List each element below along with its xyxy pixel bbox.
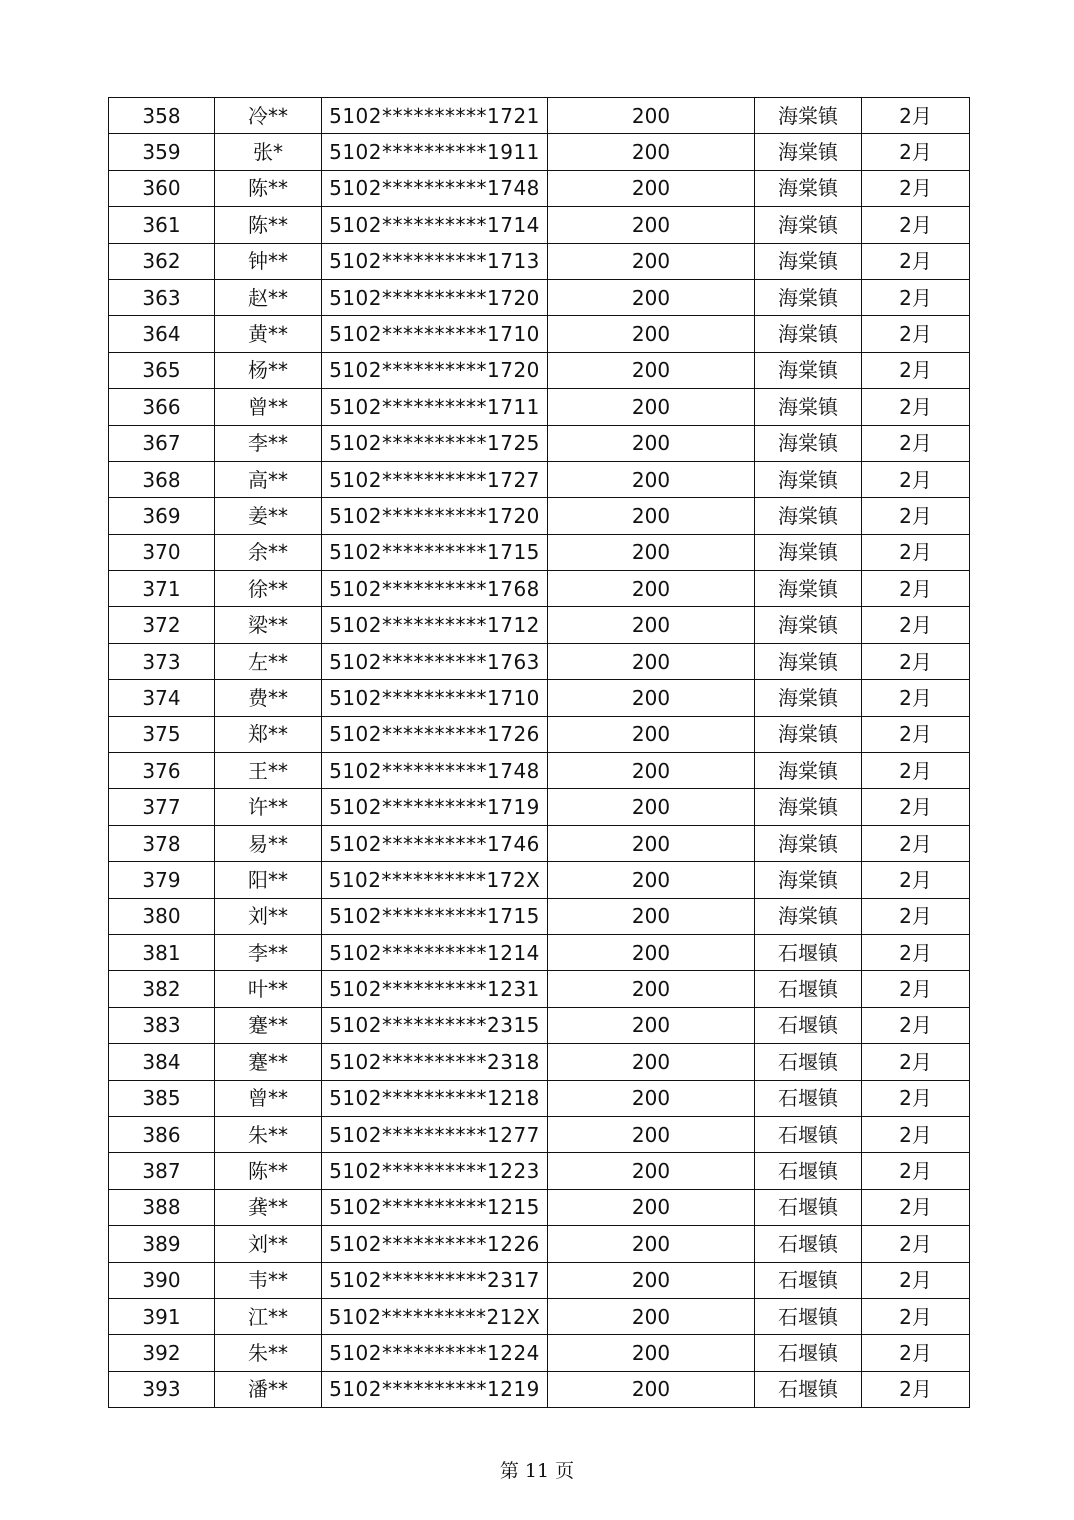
cell-name: 易** xyxy=(215,825,322,861)
cell-amount: 200 xyxy=(548,243,755,279)
cell-month: 2月 xyxy=(862,1262,970,1298)
cell-id-number: 5102**********1721 xyxy=(322,98,548,134)
table-row xyxy=(109,971,970,1007)
cell-amount: 200 xyxy=(548,1335,755,1371)
cell-amount: 200 xyxy=(548,825,755,861)
cell-town: 海棠镇 xyxy=(755,753,862,789)
table-row xyxy=(109,1080,970,1116)
cell-amount: 200 xyxy=(548,207,755,243)
cell-month: 2月 xyxy=(862,1080,970,1116)
cell-month: 2月 xyxy=(862,789,970,825)
cell-town: 海棠镇 xyxy=(755,352,862,388)
cell-month: 2月 xyxy=(862,461,970,497)
cell-serial-number: 363 xyxy=(109,279,215,315)
table-row xyxy=(109,461,970,497)
cell-name: 姜** xyxy=(215,498,322,534)
cell-serial-number: 387 xyxy=(109,1153,215,1189)
cell-town: 海棠镇 xyxy=(755,279,862,315)
cell-id-number: 5102**********1768 xyxy=(322,571,548,607)
cell-id-number: 5102**********1763 xyxy=(322,643,548,679)
cell-amount: 200 xyxy=(548,716,755,752)
cell-month: 2月 xyxy=(862,1335,970,1371)
table-row xyxy=(109,607,970,643)
cell-name: 潘** xyxy=(215,1371,322,1407)
table-row xyxy=(109,498,970,534)
cell-name: 叶** xyxy=(215,971,322,1007)
cell-town: 石堰镇 xyxy=(755,1116,862,1152)
cell-amount: 200 xyxy=(548,461,755,497)
cell-month: 2月 xyxy=(862,279,970,315)
cell-amount: 200 xyxy=(548,1298,755,1334)
cell-name: 韦** xyxy=(215,1262,322,1298)
cell-name: 曾** xyxy=(215,1080,322,1116)
cell-town: 海棠镇 xyxy=(755,98,862,134)
cell-serial-number: 392 xyxy=(109,1335,215,1371)
cell-town: 海棠镇 xyxy=(755,898,862,934)
table-row xyxy=(109,1044,970,1080)
cell-serial-number: 385 xyxy=(109,1080,215,1116)
cell-month: 2月 xyxy=(862,934,970,970)
cell-town: 石堰镇 xyxy=(755,1262,862,1298)
cell-name: 高** xyxy=(215,461,322,497)
cell-amount: 200 xyxy=(548,1189,755,1225)
cell-name: 钟** xyxy=(215,243,322,279)
cell-month: 2月 xyxy=(862,898,970,934)
cell-id-number: 5102**********1720 xyxy=(322,498,548,534)
cell-amount: 200 xyxy=(548,898,755,934)
cell-month: 2月 xyxy=(862,862,970,898)
cell-amount: 200 xyxy=(548,934,755,970)
table-row xyxy=(109,316,970,352)
table-body xyxy=(109,98,970,1408)
cell-name: 陈** xyxy=(215,1153,322,1189)
cell-month: 2月 xyxy=(862,425,970,461)
table-row xyxy=(109,243,970,279)
cell-town: 海棠镇 xyxy=(755,170,862,206)
cell-month: 2月 xyxy=(862,1298,970,1334)
cell-town: 石堰镇 xyxy=(755,971,862,1007)
cell-amount: 200 xyxy=(548,316,755,352)
cell-town: 海棠镇 xyxy=(755,825,862,861)
cell-id-number: 5102**********1214 xyxy=(322,934,548,970)
table-row xyxy=(109,571,970,607)
cell-amount: 200 xyxy=(548,789,755,825)
table-row xyxy=(109,1262,970,1298)
cell-amount: 200 xyxy=(548,279,755,315)
cell-name: 余** xyxy=(215,534,322,570)
cell-id-number: 5102**********1720 xyxy=(322,352,548,388)
cell-serial-number: 364 xyxy=(109,316,215,352)
table-row xyxy=(109,643,970,679)
cell-serial-number: 359 xyxy=(109,134,215,170)
cell-serial-number: 372 xyxy=(109,607,215,643)
table-row xyxy=(109,1226,970,1262)
table-row xyxy=(109,716,970,752)
table-row xyxy=(109,680,970,716)
cell-serial-number: 377 xyxy=(109,789,215,825)
cell-town: 海棠镇 xyxy=(755,316,862,352)
cell-town: 海棠镇 xyxy=(755,425,862,461)
cell-month: 2月 xyxy=(862,680,970,716)
cell-month: 2月 xyxy=(862,498,970,534)
table-row xyxy=(109,789,970,825)
subsidy-table xyxy=(108,97,970,1408)
cell-name: 冷** xyxy=(215,98,322,134)
cell-amount: 200 xyxy=(548,352,755,388)
cell-month: 2月 xyxy=(862,1153,970,1189)
cell-month: 2月 xyxy=(862,643,970,679)
cell-name: 朱** xyxy=(215,1335,322,1371)
cell-amount: 200 xyxy=(548,862,755,898)
cell-id-number: 5102**********2318 xyxy=(322,1044,548,1080)
cell-amount: 200 xyxy=(548,1007,755,1043)
cell-amount: 200 xyxy=(548,1371,755,1407)
cell-month: 2月 xyxy=(862,1226,970,1262)
cell-serial-number: 371 xyxy=(109,571,215,607)
cell-serial-number: 369 xyxy=(109,498,215,534)
cell-name: 杨** xyxy=(215,352,322,388)
cell-serial-number: 383 xyxy=(109,1007,215,1043)
cell-id-number: 5102**********1715 xyxy=(322,898,548,934)
cell-month: 2月 xyxy=(862,352,970,388)
cell-month: 2月 xyxy=(862,1371,970,1407)
table-row xyxy=(109,98,970,134)
cell-month: 2月 xyxy=(862,753,970,789)
cell-name: 费** xyxy=(215,680,322,716)
cell-amount: 200 xyxy=(548,425,755,461)
cell-serial-number: 389 xyxy=(109,1226,215,1262)
cell-name: 王** xyxy=(215,753,322,789)
cell-id-number: 5102**********1746 xyxy=(322,825,548,861)
cell-id-number: 5102**********1713 xyxy=(322,243,548,279)
cell-id-number: 5102**********1710 xyxy=(322,316,548,352)
cell-id-number: 5102**********1748 xyxy=(322,753,548,789)
table-row xyxy=(109,352,970,388)
cell-name: 张* xyxy=(215,134,322,170)
cell-town: 海棠镇 xyxy=(755,643,862,679)
cell-id-number: 5102**********1710 xyxy=(322,680,548,716)
cell-month: 2月 xyxy=(862,1189,970,1225)
table-row xyxy=(109,534,970,570)
cell-month: 2月 xyxy=(862,1044,970,1080)
cell-name: 梁** xyxy=(215,607,322,643)
cell-name: 黄** xyxy=(215,316,322,352)
cell-id-number: 5102**********1725 xyxy=(322,425,548,461)
cell-amount: 200 xyxy=(548,1044,755,1080)
cell-name: 龚** xyxy=(215,1189,322,1225)
cell-month: 2月 xyxy=(862,170,970,206)
page-number: 第 11 页 xyxy=(499,1460,575,1482)
cell-month: 2月 xyxy=(862,716,970,752)
cell-town: 海棠镇 xyxy=(755,498,862,534)
cell-id-number: 5102**********1748 xyxy=(322,170,548,206)
cell-amount: 200 xyxy=(548,1226,755,1262)
cell-month: 2月 xyxy=(862,243,970,279)
table-row xyxy=(109,207,970,243)
cell-amount: 200 xyxy=(548,971,755,1007)
cell-serial-number: 384 xyxy=(109,1044,215,1080)
cell-id-number: 5102**********2317 xyxy=(322,1262,548,1298)
cell-serial-number: 393 xyxy=(109,1371,215,1407)
cell-month: 2月 xyxy=(862,825,970,861)
table-row xyxy=(109,1371,970,1407)
cell-town: 海棠镇 xyxy=(755,571,862,607)
cell-amount: 200 xyxy=(548,389,755,425)
cell-serial-number: 375 xyxy=(109,716,215,752)
cell-serial-number: 388 xyxy=(109,1189,215,1225)
cell-name: 朱** xyxy=(215,1116,322,1152)
table-row xyxy=(109,389,970,425)
cell-town: 石堰镇 xyxy=(755,1080,862,1116)
cell-town: 海棠镇 xyxy=(755,389,862,425)
cell-serial-number: 370 xyxy=(109,534,215,570)
cell-serial-number: 382 xyxy=(109,971,215,1007)
cell-id-number: 5102**********1277 xyxy=(322,1116,548,1152)
cell-month: 2月 xyxy=(862,607,970,643)
cell-month: 2月 xyxy=(862,571,970,607)
table-row xyxy=(109,425,970,461)
cell-serial-number: 380 xyxy=(109,898,215,934)
cell-serial-number: 379 xyxy=(109,862,215,898)
cell-amount: 200 xyxy=(548,98,755,134)
cell-town: 石堰镇 xyxy=(755,1153,862,1189)
table-row xyxy=(109,1007,970,1043)
cell-serial-number: 358 xyxy=(109,98,215,134)
cell-id-number: 5102**********1226 xyxy=(322,1226,548,1262)
cell-amount: 200 xyxy=(548,1116,755,1152)
table-row xyxy=(109,1153,970,1189)
cell-month: 2月 xyxy=(862,1116,970,1152)
cell-name: 李** xyxy=(215,934,322,970)
cell-serial-number: 390 xyxy=(109,1262,215,1298)
cell-id-number: 5102**********172X xyxy=(322,862,548,898)
cell-serial-number: 378 xyxy=(109,825,215,861)
cell-town: 海棠镇 xyxy=(755,716,862,752)
cell-town: 海棠镇 xyxy=(755,134,862,170)
cell-name: 刘** xyxy=(215,898,322,934)
cell-month: 2月 xyxy=(862,389,970,425)
cell-town: 石堰镇 xyxy=(755,1226,862,1262)
cell-serial-number: 366 xyxy=(109,389,215,425)
cell-serial-number: 360 xyxy=(109,170,215,206)
cell-id-number: 5102**********1218 xyxy=(322,1080,548,1116)
cell-amount: 200 xyxy=(548,753,755,789)
table-row xyxy=(109,279,970,315)
cell-month: 2月 xyxy=(862,207,970,243)
cell-town: 石堰镇 xyxy=(755,1044,862,1080)
cell-name: 刘** xyxy=(215,1226,322,1262)
cell-id-number: 5102**********1715 xyxy=(322,534,548,570)
cell-amount: 200 xyxy=(548,607,755,643)
cell-town: 石堰镇 xyxy=(755,1298,862,1334)
cell-id-number: 5102**********1711 xyxy=(322,389,548,425)
table-row xyxy=(109,170,970,206)
cell-serial-number: 391 xyxy=(109,1298,215,1334)
cell-serial-number: 373 xyxy=(109,643,215,679)
table-row xyxy=(109,134,970,170)
cell-serial-number: 361 xyxy=(109,207,215,243)
cell-town: 海棠镇 xyxy=(755,680,862,716)
table-row xyxy=(109,1298,970,1334)
cell-serial-number: 386 xyxy=(109,1116,215,1152)
cell-amount: 200 xyxy=(548,1153,755,1189)
cell-serial-number: 381 xyxy=(109,934,215,970)
cell-amount: 200 xyxy=(548,1080,755,1116)
table-row xyxy=(109,862,970,898)
table-row xyxy=(109,1335,970,1371)
cell-amount: 200 xyxy=(548,571,755,607)
cell-town: 海棠镇 xyxy=(755,862,862,898)
cell-id-number: 5102**********1215 xyxy=(322,1189,548,1225)
cell-month: 2月 xyxy=(862,971,970,1007)
cell-town: 石堰镇 xyxy=(755,1007,862,1043)
cell-id-number: 5102**********2315 xyxy=(322,1007,548,1043)
cell-month: 2月 xyxy=(862,134,970,170)
cell-month: 2月 xyxy=(862,98,970,134)
cell-id-number: 5102**********1726 xyxy=(322,716,548,752)
cell-serial-number: 374 xyxy=(109,680,215,716)
cell-name: 阳** xyxy=(215,862,322,898)
cell-town: 海棠镇 xyxy=(755,789,862,825)
cell-id-number: 5102**********212X xyxy=(322,1298,548,1334)
cell-name: 左** xyxy=(215,643,322,679)
table-row xyxy=(109,934,970,970)
cell-name: 曾** xyxy=(215,389,322,425)
cell-town: 石堰镇 xyxy=(755,1189,862,1225)
cell-serial-number: 365 xyxy=(109,352,215,388)
cell-name: 郑** xyxy=(215,716,322,752)
cell-serial-number: 362 xyxy=(109,243,215,279)
cell-month: 2月 xyxy=(862,534,970,570)
table-row xyxy=(109,1116,970,1152)
cell-id-number: 5102**********1223 xyxy=(322,1153,548,1189)
cell-amount: 200 xyxy=(548,534,755,570)
cell-name: 许** xyxy=(215,789,322,825)
cell-id-number: 5102**********1720 xyxy=(322,279,548,315)
cell-amount: 200 xyxy=(548,134,755,170)
cell-id-number: 5102**********1231 xyxy=(322,971,548,1007)
cell-name: 江** xyxy=(215,1298,322,1334)
cell-month: 2月 xyxy=(862,316,970,352)
cell-name: 徐** xyxy=(215,571,322,607)
cell-town: 石堰镇 xyxy=(755,1371,862,1407)
table-row xyxy=(109,1189,970,1225)
cell-town: 海棠镇 xyxy=(755,461,862,497)
cell-town: 海棠镇 xyxy=(755,207,862,243)
cell-id-number: 5102**********1219 xyxy=(322,1371,548,1407)
cell-serial-number: 367 xyxy=(109,425,215,461)
cell-town: 海棠镇 xyxy=(755,607,862,643)
cell-amount: 200 xyxy=(548,498,755,534)
table-row xyxy=(109,825,970,861)
cell-id-number: 5102**********1911 xyxy=(322,134,548,170)
cell-amount: 200 xyxy=(548,170,755,206)
cell-amount: 200 xyxy=(548,680,755,716)
cell-serial-number: 376 xyxy=(109,753,215,789)
cell-name: 蹇** xyxy=(215,1007,322,1043)
cell-name: 陈** xyxy=(215,170,322,206)
cell-town: 海棠镇 xyxy=(755,534,862,570)
table-row xyxy=(109,753,970,789)
cell-id-number: 5102**********1719 xyxy=(322,789,548,825)
cell-town: 海棠镇 xyxy=(755,243,862,279)
cell-month: 2月 xyxy=(862,1007,970,1043)
cell-serial-number: 368 xyxy=(109,461,215,497)
cell-id-number: 5102**********1224 xyxy=(322,1335,548,1371)
table-row xyxy=(109,898,970,934)
cell-name: 陈** xyxy=(215,207,322,243)
cell-amount: 200 xyxy=(548,1262,755,1298)
cell-id-number: 5102**********1712 xyxy=(322,607,548,643)
cell-name: 蹇** xyxy=(215,1044,322,1080)
cell-id-number: 5102**********1727 xyxy=(322,461,548,497)
cell-town: 石堰镇 xyxy=(755,934,862,970)
cell-name: 李** xyxy=(215,425,322,461)
cell-amount: 200 xyxy=(548,643,755,679)
cell-id-number: 5102**********1714 xyxy=(322,207,548,243)
cell-town: 石堰镇 xyxy=(755,1335,862,1371)
cell-name: 赵** xyxy=(215,279,322,315)
